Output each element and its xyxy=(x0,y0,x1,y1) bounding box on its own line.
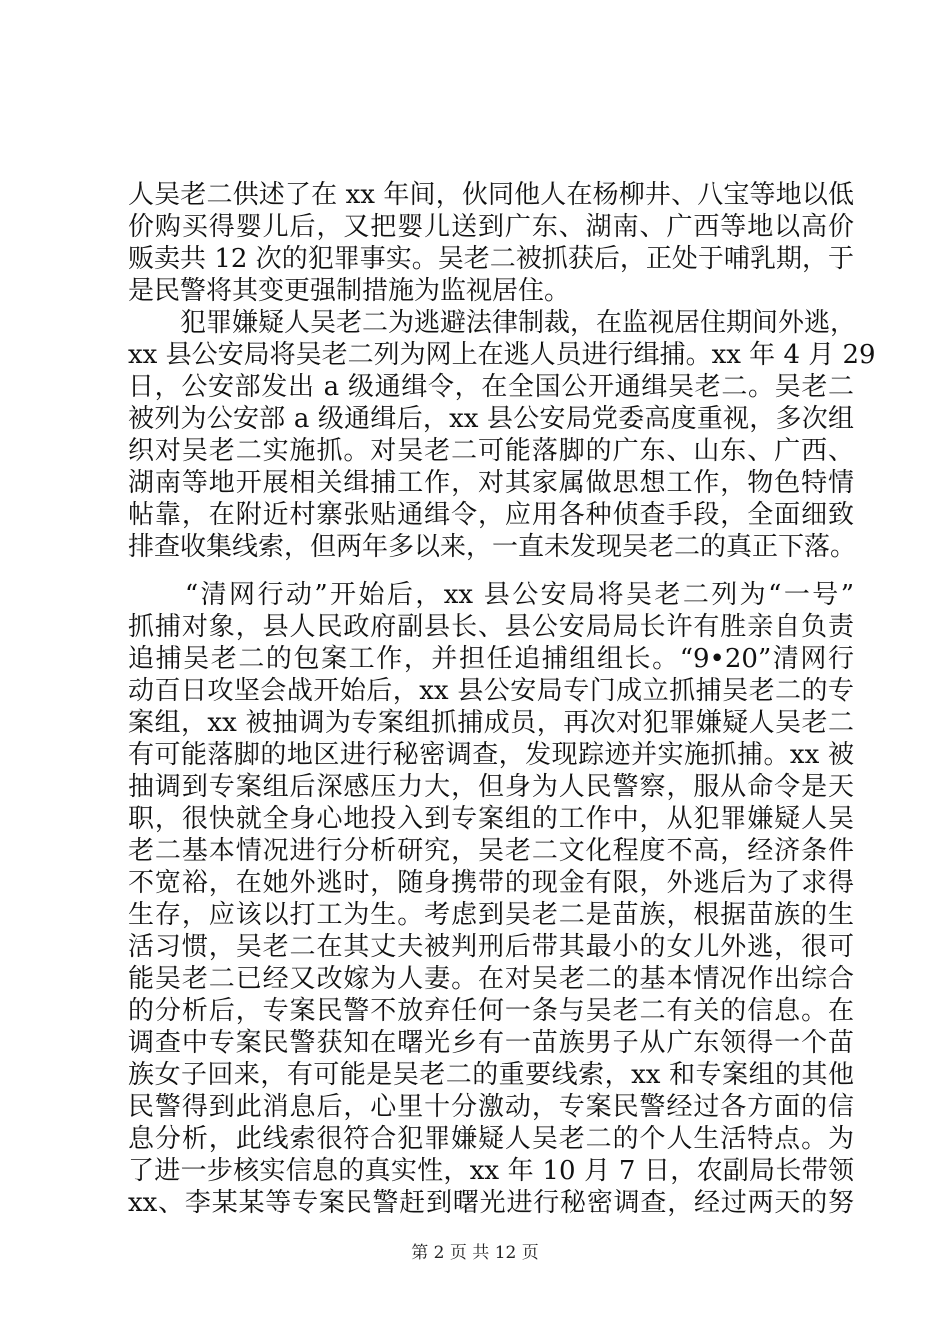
paragraph-2-line-1: 犯罪嫌疑人吴老二为逃避法律制裁，在监视居住期间外逃， xyxy=(128,308,857,338)
paragraph-1-line-4: 是民警将其变更强制措施为监视居住。 xyxy=(128,276,571,306)
page-footer: 第 2 页 共 12 页 xyxy=(411,1243,539,1263)
paragraph-2-line-5: 织对吴老二实施抓。对吴老二可能落脚的广东、山东、广西、 xyxy=(128,436,854,466)
paragraph-3-line-15: 调查中专案民警获知在曙光乡有一苗族男子从广东领得一个苗 xyxy=(128,1028,854,1058)
paragraph-3-line-3: 追捕吴老二的包案工作，并担任追捕组组长。“9•20”清网行 xyxy=(128,644,854,674)
paragraph-3-line-10: 不宽裕，在她外逃时，随身携带的现金有限，外逃后为了求得 xyxy=(128,868,854,898)
paragraph-3-line-8: 职，很快就全身心地投入到专案组的工作中，从犯罪嫌疑人吴 xyxy=(128,804,854,834)
paragraph-2-line-2: xx 县公安局将吴老二列为网上在逃人员进行缉捕。xx 年 4 月 29 xyxy=(128,340,876,370)
paragraph-3-line-20: xx、李某某等专案民警赶到曙光进行秘密调查，经过两天的努 xyxy=(128,1188,854,1218)
paragraph-3-line-18: 息分析，此线索很符合犯罪嫌疑人吴老二的个人生活特点。为 xyxy=(128,1124,854,1154)
paragraph-2-line-4: 被列为公安部 a 级通缉后，xx 县公安局党委高度重视，多次组 xyxy=(128,404,854,434)
paragraph-1-line-2: 价购买得婴儿后，又把婴儿送到广东、湖南、广西等地以高价 xyxy=(128,212,854,242)
paragraph-3-line-12: 活习惯，吴老二在其丈夫被判刑后带其最小的女儿外逃，很可 xyxy=(128,932,854,962)
paragraph-2-line-7: 帖靠，在附近村寨张贴通缉令，应用各种侦查手段，全面细致 xyxy=(128,500,854,530)
paragraph-3-line-19: 了进一步核实信息的真实性，xx 年 10 月 7 日，农副局长带领 xyxy=(128,1156,854,1186)
paragraph-3-line-4: 动百日攻坚会战开始后，xx 县公安局专门成立抓捕吴老二的专 xyxy=(128,676,854,706)
paragraph-1-line-3: 贩卖共 12 次的犯罪事实。吴老二被抓获后，正处于哺乳期，于 xyxy=(128,244,854,274)
paragraph-3-line-9: 老二基本情况进行分析研究，吴老二文化程度不高，经济条件 xyxy=(128,836,854,866)
paragraph-3-line-2: 抓捕对象，县人民政府副县长、县公安局局长许有胜亲自负责 xyxy=(128,612,854,642)
paragraph-3-line-7: 抽调到专案组后深感压力大，但身为人民警察，服从命令是天 xyxy=(128,772,854,802)
paragraph-2-line-6: 湖南等地开展相关缉捕工作，对其家属做思想工作，物色特情 xyxy=(128,468,854,498)
paragraph-3-line-17: 民警得到此消息后，心里十分激动，专案民警经过各方面的信 xyxy=(128,1092,854,1122)
paragraph-3-line-11: 生存，应该以打工为生。考虑到吴老二是苗族，根据苗族的生 xyxy=(128,900,854,930)
paragraph-2-line-3: 日，公安部发出 a 级通缉令，在全国公开通缉吴老二。吴老二 xyxy=(128,372,854,402)
paragraph-1-line-1: 人吴老二供述了在 xx 年间，伙同他人在杨柳井、八宝等地以低 xyxy=(128,180,854,210)
paragraph-2-line-8: 排查收集线索，但两年多以来，一直未发现吴老二的真正下落。 xyxy=(128,532,857,562)
paragraph-3-line-14: 的分析后，专案民警不放弃任何一条与吴老二有关的信息。在 xyxy=(128,996,854,1026)
paragraph-3-line-6: 有可能落脚的地区进行秘密调查，发现踪迹并实施抓捕。xx 被 xyxy=(128,740,854,770)
paragraph-3-line-5: 案组，xx 被抽调为专案组抓捕成员，再次对犯罪嫌疑人吴老二 xyxy=(128,708,854,738)
paragraph-3-line-13: 能吴老二已经又改嫁为人妻。在对吴老二的基本情况作出综合 xyxy=(128,964,854,994)
paragraph-3-line-16: 族女子回来，有可能是吴老二的重要线索，xx 和专案组的其他 xyxy=(128,1060,854,1090)
paragraph-3-line-1: “清网行动”开始后，xx 县公安局将吴老二列为“一号” xyxy=(128,580,854,610)
